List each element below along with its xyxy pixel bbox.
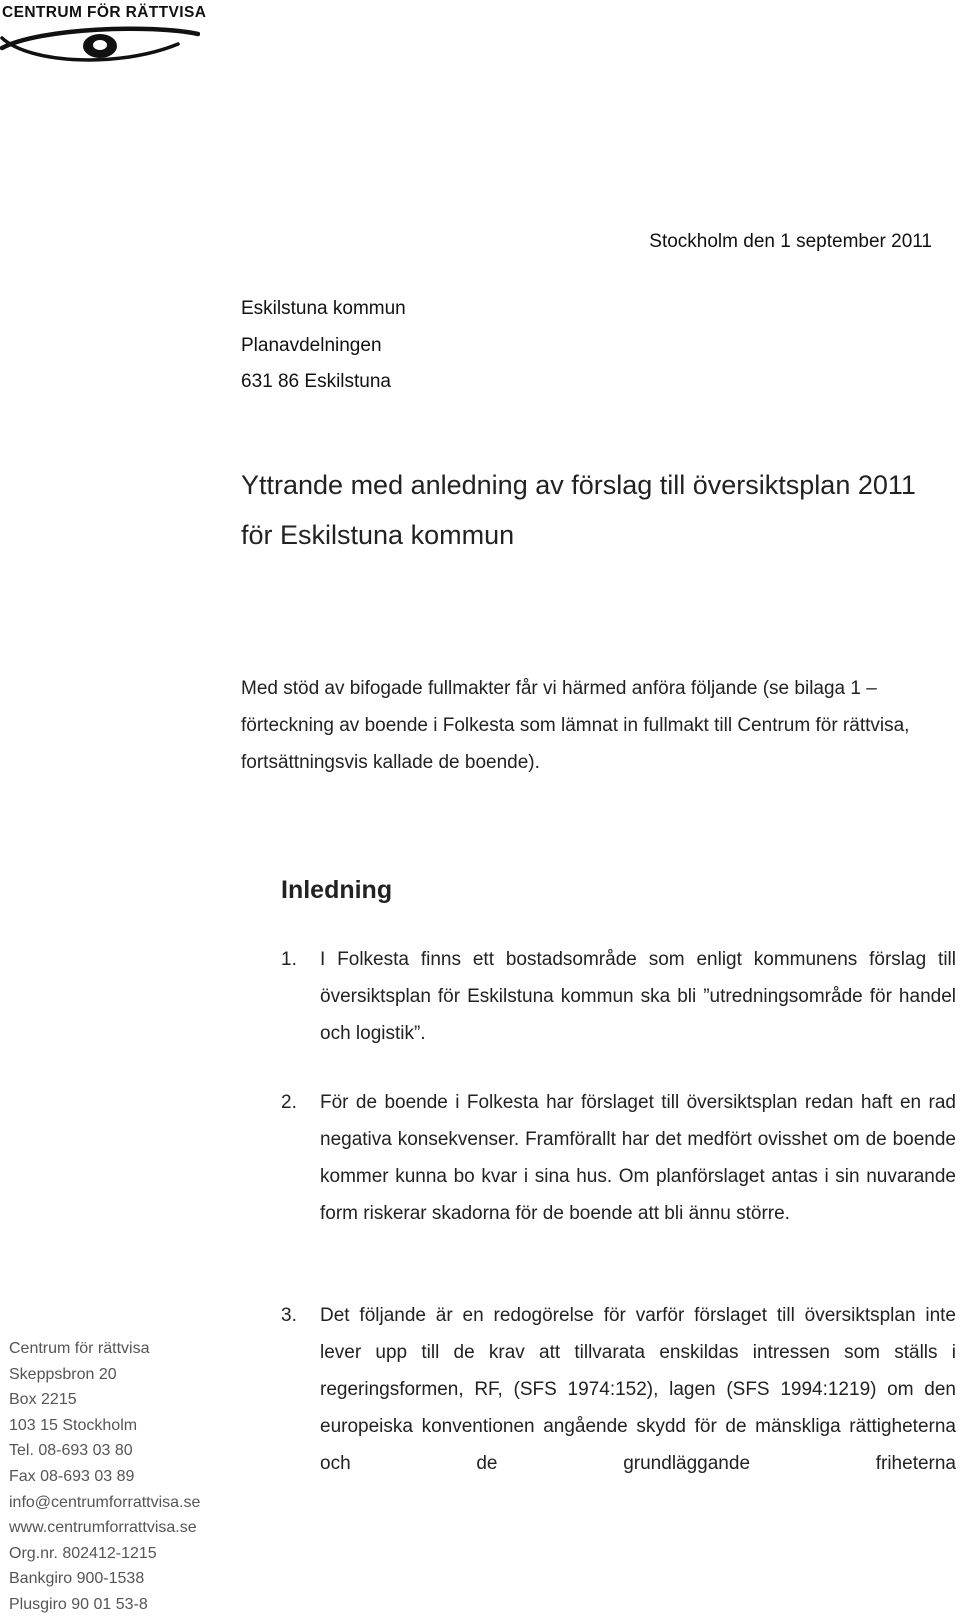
- section-heading: Inledning: [281, 876, 393, 904]
- eye-logo-icon: [0, 24, 200, 66]
- recipient-line: Eskilstuna kommun: [241, 298, 406, 319]
- sidebar-org-name: Centrum för rättvisa: [9, 1340, 150, 1357]
- paragraph-text: Det följande är en redogörelse för varför förslaget till översiktsplan inte lever upp till de krav att tillvarata enskildas intressen som ställs i regeringsformen, RF, (SFS 1974:152), lagen (SFS 1994:1219) om den europeiska konventionen angående skydd för de mänskliga rättigheterna och de grundläggande friheterna: [320, 1305, 956, 1474]
- sidebar-postal: 103 15 Stockholm: [9, 1416, 138, 1434]
- sidebar-box: Box 2215: [9, 1391, 77, 1409]
- sidebar-org-number: Org.nr. 802412-1215: [9, 1544, 157, 1562]
- numbered-paragraph: [281, 941, 956, 1052]
- recipient-line: Planavdelningen: [241, 334, 382, 356]
- sidebar-website[interactable]: www.centrumforrattvisa.se: [9, 1519, 197, 1537]
- organization-logo: [0, 2, 210, 72]
- paragraph-text: I Folkesta finns ett bostadsområde som enligt kommunens förslag till översiktsplan för Eskilstuna kommun ska bli ”utredningsområde för handel och logistik”.: [320, 949, 956, 1044]
- numbered-paragraph: [281, 1084, 956, 1232]
- contact-sidebar: [9, 1336, 200, 1618]
- paragraph-number: 1.: [281, 949, 297, 970]
- paragraph-number: 2.: [281, 1092, 297, 1113]
- sidebar-phone: Tel. 08-693 03 80: [9, 1442, 133, 1460]
- letter-date: Stockholm den 1 september 2011: [649, 231, 932, 252]
- sidebar-bankgiro: Bankgiro 900-1538: [9, 1570, 145, 1588]
- sidebar-email[interactable]: info@centrumforrattvisa.se: [9, 1493, 201, 1511]
- logo-text: CENTRUM FÖR RÄTTVISA: [2, 4, 207, 21]
- recipient-address: [241, 291, 406, 401]
- intro-paragraph: Med stöd av bifogade fullmakter får vi härmed anföra följande (se bilaga 1 – förteckning av boende i Folkesta som lämnat in fullmakt till Centrum för rättvisa, fortsättningsvis kallade de boende).: [241, 678, 910, 773]
- paragraph-number: 3.: [281, 1305, 297, 1326]
- recipient-line: 631 86 Eskilstuna: [241, 371, 391, 392]
- document-title: Yttrande med anledning av förslag till översiktsplan 2011 för Eskilstuna kommun: [241, 470, 916, 550]
- sidebar-plusgiro: Plusgiro 90 01 53-8: [9, 1595, 148, 1613]
- sidebar-fax: Fax 08-693 03 89: [9, 1467, 135, 1485]
- numbered-paragraph: [281, 1297, 956, 1482]
- paragraph-text: För de boende i Folkesta har förslaget till översiktsplan redan haft en rad negativa konsekvenser. Framförallt har det medfört ovisshet om de boende kommer kunna bo kvar i sina hus. Om planförslaget antas i sin nuvarande form riskerar skadorna för de boende att bli ännu större.: [320, 1092, 956, 1224]
- sidebar-street: Skeppsbron 20: [9, 1365, 117, 1383]
